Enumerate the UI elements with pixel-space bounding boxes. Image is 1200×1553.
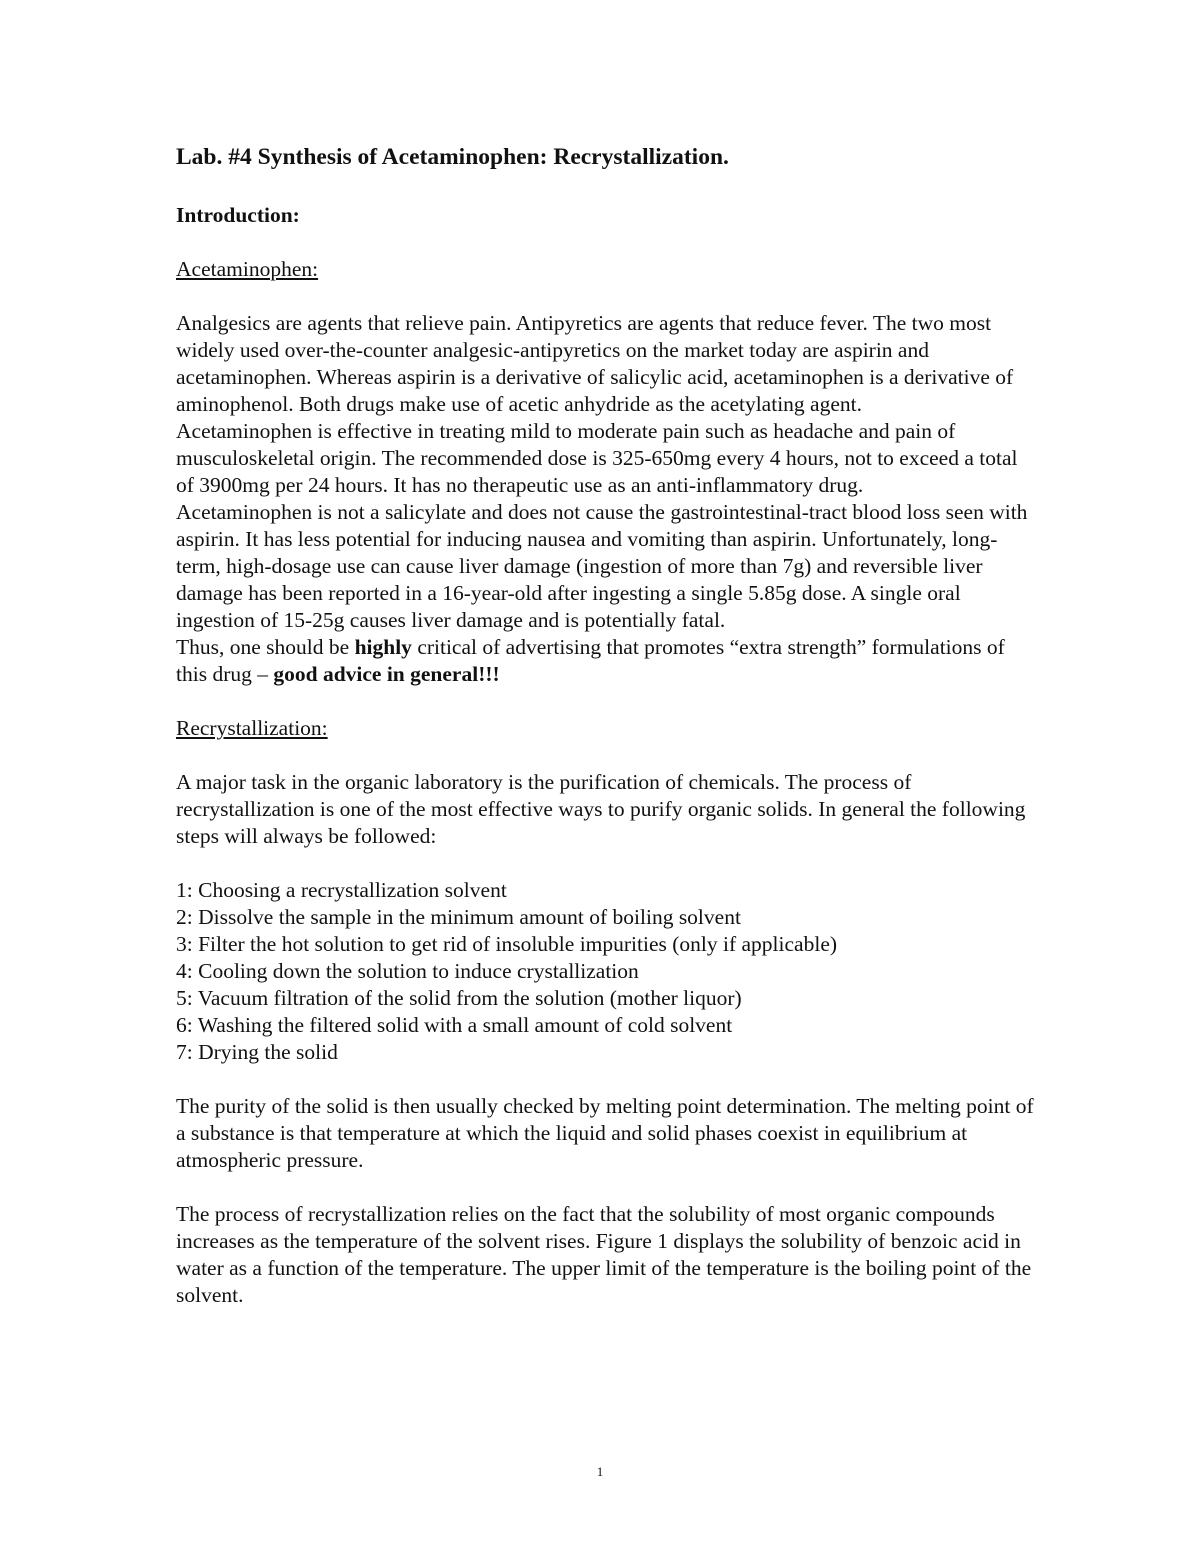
- recrystallization-paragraph-2: The purity of the solid is then usually checked by melting point determination. The melting point of a substance is that temperature at which the liquid and solid phases coexist in equilibrium at atmospheric pressure.: [176, 1094, 1034, 1172]
- acetaminophen-paragraph-1: Analgesics are agents that relieve pain. Antipyretics are agents that reduce fever. The two most widely used over-the-counter analgesic-antipyretics on the market today are aspirin and acetaminophen. Whereas aspirin is a derivative of salicylic acid, acetaminophen is a derivative of aminophenol. Both drugs make use of acetic anhydride as the acetylating agent.: [176, 311, 1014, 416]
- recrystallization-steps-list: [176, 877, 1036, 1066]
- acetaminophen-paragraph-4: [176, 634, 1036, 688]
- acetaminophen-paragraph-2: Acetaminophen is effective in treating mild to moderate pain such as headache and pain of musculoskeletal origin. The recommended dose is 325-650mg every 4 hours, not to exceed a total of 3900mg per 24 hours. It has no therapeutic use as an anti-inflammatory drug.: [176, 419, 1018, 497]
- spacer: [176, 1174, 1036, 1201]
- recrystallization-paragraph-3: The process of recrystallization relies on the fact that the solubility of most organic compounds increases as the temperature of the solvent rises. Figure 1 displays the solubility of benzoic acid in water as a function of the temperature. The upper limit of the temperature is the boiling point of the solvent.: [176, 1202, 1032, 1307]
- advice-text-middle: critical of advertising that promotes “extra strength” formulations of this drug –: [176, 635, 1005, 686]
- acetaminophen-heading: Acetaminophen:: [176, 257, 319, 281]
- document-content: [176, 142, 1036, 1309]
- recrystallization-paragraph-1: A major task in the organic laboratory is the purification of chemicals. The process of recrystallization is one of the most effective ways to purify organic solids. In general the following steps will always be followed:: [176, 770, 1026, 848]
- acetaminophen-paragraph-3: Acetaminophen is not a salicylate and does not cause the gastrointestinal-tract blood loss seen with aspirin. It has less potential for inducing nausea and vomiting than aspirin. Unfortunately, long-term, high-dosage use can cause liver damage (ingestion of more than 7g) and reversible liver damage has been reported in a 16-year-old after ingesting a single 5.85g dose. A single oral ingestion of 15-25g causes liver damage and is potentially fatal.: [176, 500, 1028, 632]
- introduction-heading: Introduction:: [176, 203, 300, 227]
- step-item: 2: Dissolve the sample in the minimum amount of boiling solvent: [176, 905, 741, 929]
- advice-bold-general: good advice in general!!!: [273, 662, 500, 686]
- step-item: 7: Drying the solid: [176, 1040, 338, 1064]
- advice-text-start: Thus, one should be: [176, 635, 355, 659]
- step-item: 4: Cooling down the solution to induce crystallization: [176, 959, 639, 983]
- document-title: Lab. #4 Synthesis of Acetaminophen: Recrystallization.: [176, 144, 729, 170]
- step-item: 1: Choosing a recrystallization solvent: [176, 878, 507, 902]
- step-item: 3: Filter the hot solution to get rid of insoluble impurities (only if applicable): [176, 932, 838, 956]
- page-number: 1: [596, 1464, 604, 1479]
- step-item: 6: Washing the filtered solid with a small amount of cold solvent: [176, 1013, 733, 1037]
- advice-bold-highly: highly: [354, 635, 412, 659]
- spacer: [176, 1066, 1036, 1093]
- recrystallization-heading: Recrystallization:: [176, 716, 328, 740]
- spacer: [176, 688, 1036, 715]
- step-item: 5: Vacuum filtration of the solid from the solution (mother liquor): [176, 986, 742, 1010]
- spacer: [176, 850, 1036, 877]
